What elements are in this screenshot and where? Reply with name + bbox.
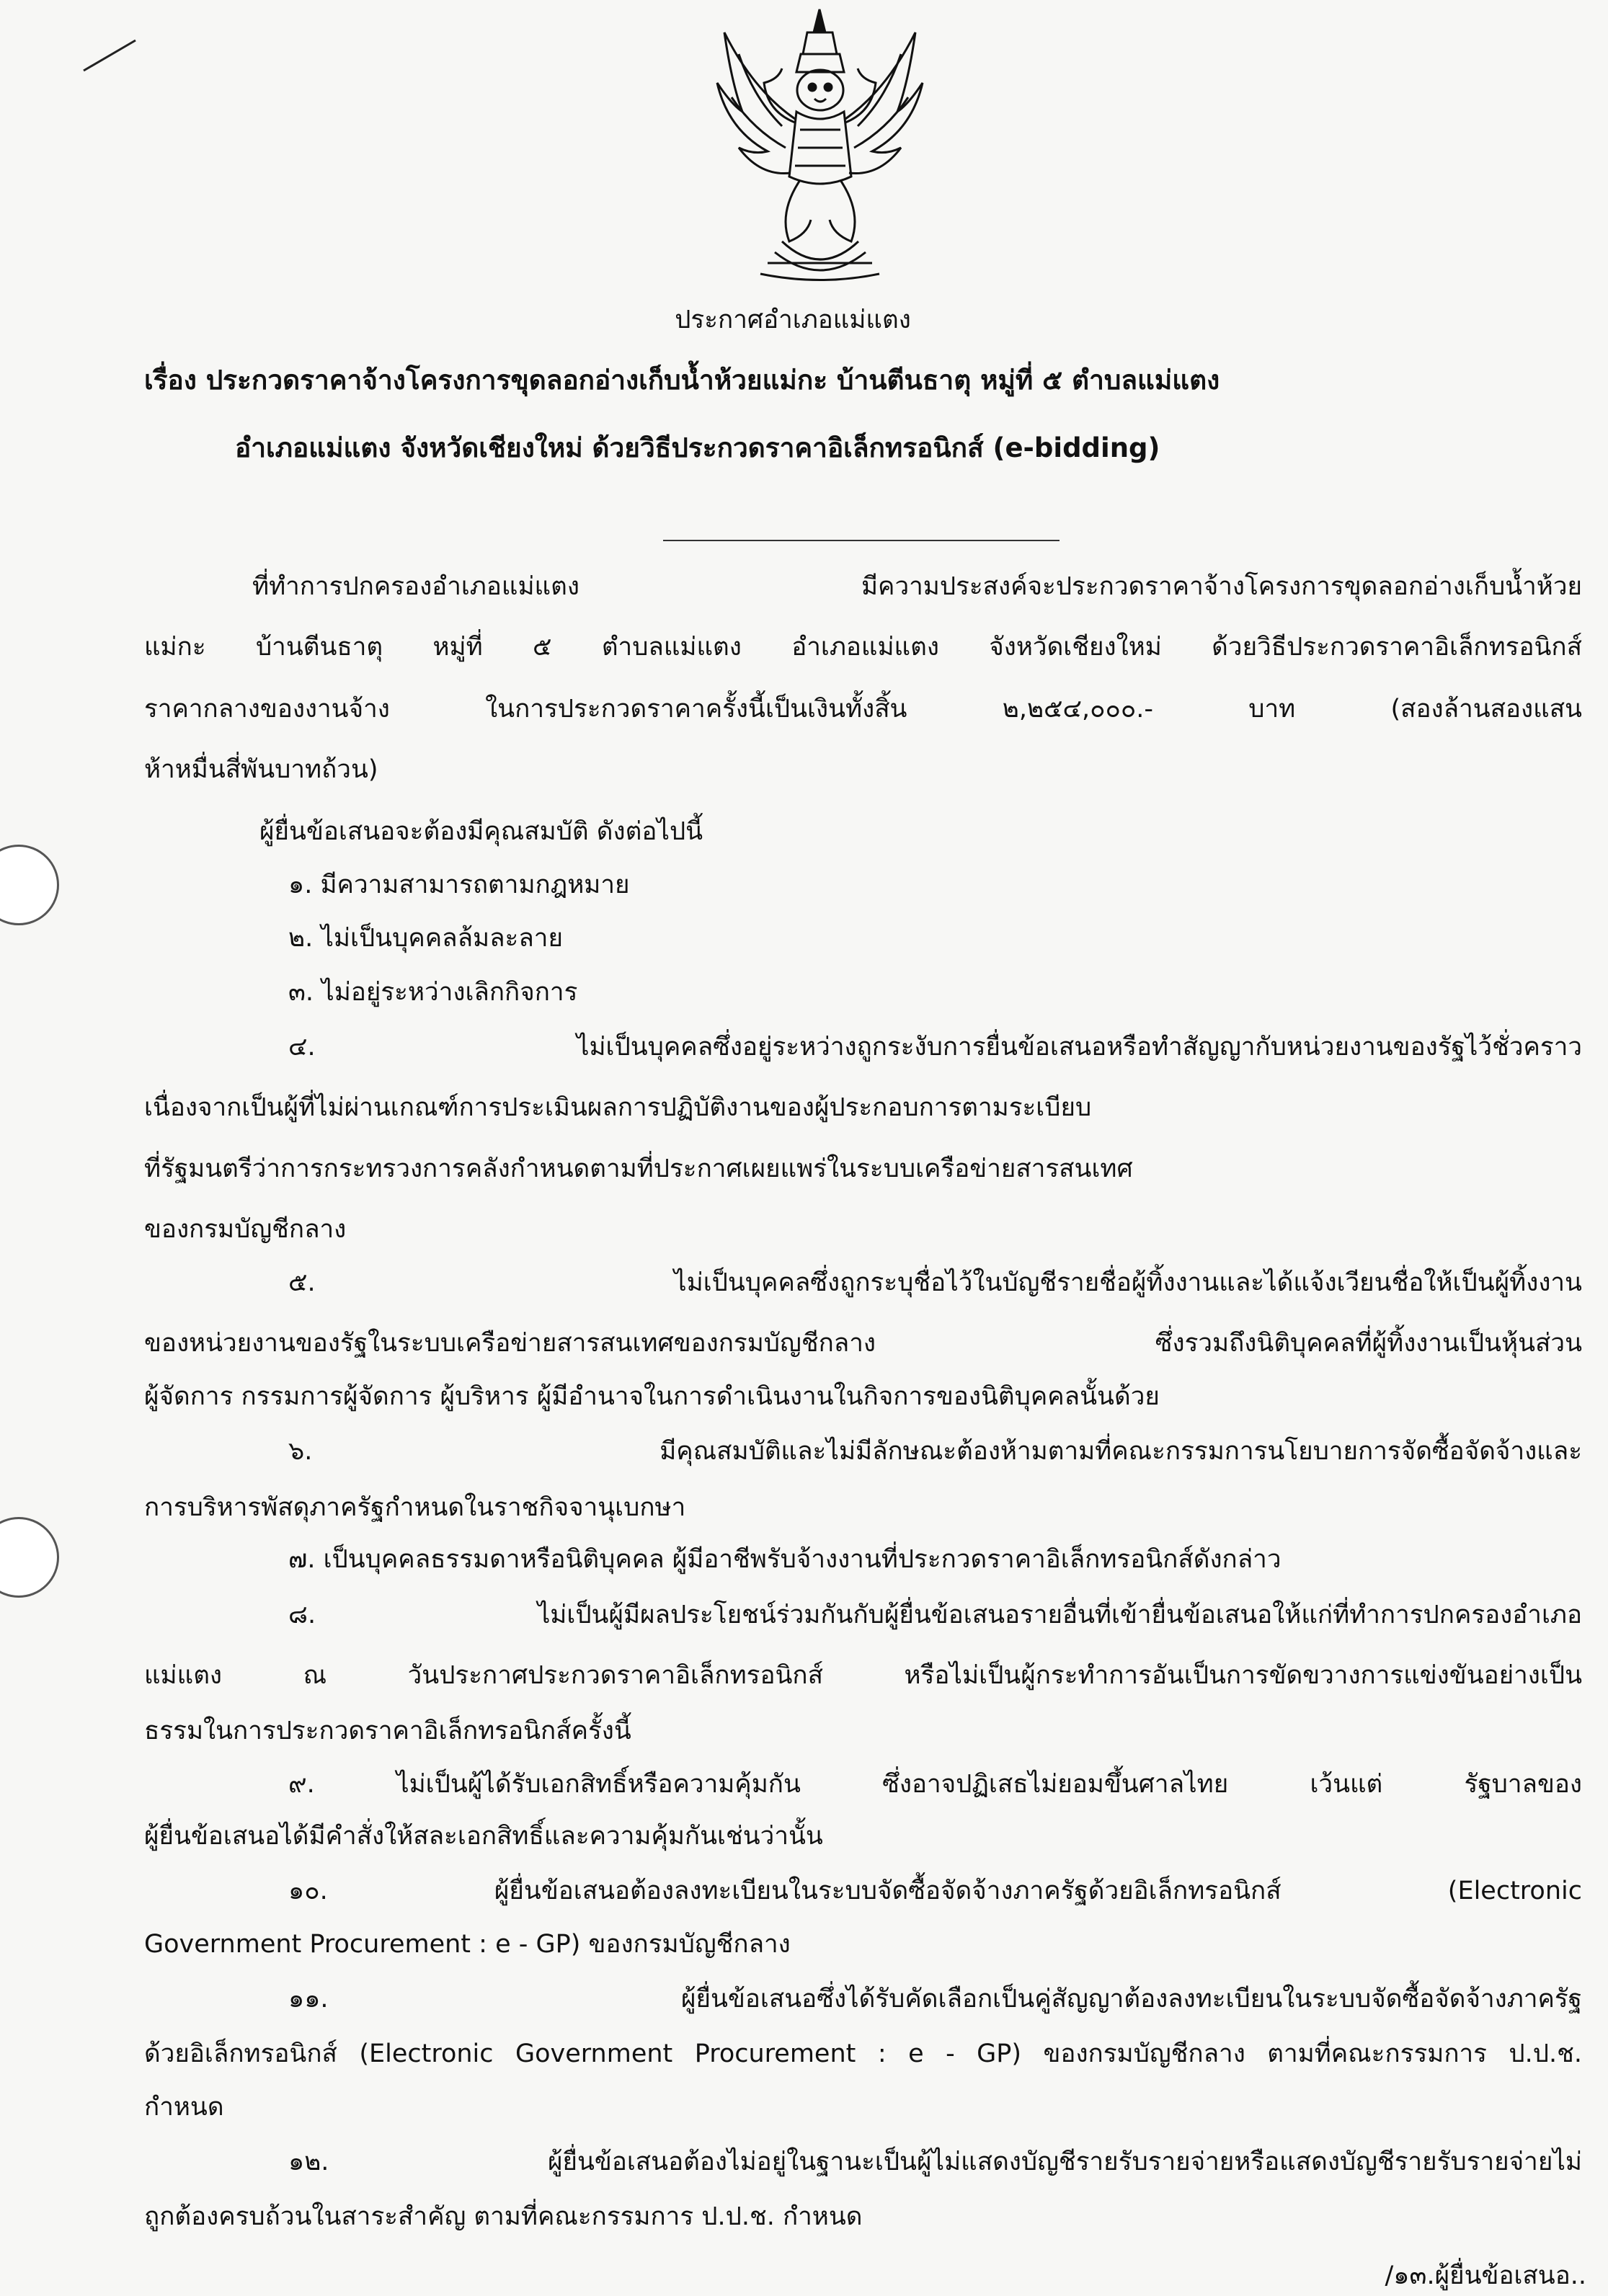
- item-11-line-3: กำหนด: [144, 2093, 224, 2122]
- divider: [663, 540, 1060, 541]
- item-7: ๗. เป็นบุคคลธรรมดาหรือนิติบุคคล ผู้มีอาชีพรับจ้างงานที่ประกวดราคาอิเล็กทรอนิกส์ดังกล่าว: [288, 1545, 1281, 1574]
- item-5-line-3: ผู้จัดการ กรรมการผู้จัดการ ผู้บริหาร ผู้มีอำนาจในการดำเนินงานในกิจการของนิติบุคคลนั้นด้วย: [144, 1382, 1160, 1411]
- subject-line-1: เรื่อง ประกวดราคาจ้างโครงการขุดลอกอ่างเก็บน้ำห้วยแม่กะ บ้านตีนธาตุ หมู่ที่ ๕ ตำบลแม่แตง: [144, 365, 1220, 396]
- item-6-line-1: ๖. มีคุณสมบัติและไม่มีลักษณะต้องห้ามตามที่คณะกรรมการนโยบายการจัดซื้อจัดจ้างและ: [288, 1437, 1582, 1466]
- item-12-line-2: ถูกต้องครบถ้วนในสาระสำคัญ ตามที่คณะกรรมการ ป.ป.ช. กำหนด: [144, 2202, 863, 2231]
- intro-line-3: ราคากลางของงานจ้าง ในการประกวดราคาครั้งนี้เป็นเงินทั้งสิ้น ๒,๒๕๔,๐๐๐.- บาท (สองล้านสองแสน: [144, 695, 1582, 724]
- punch-hole: [0, 845, 59, 925]
- item-5-line-2: ของหน่วยงานของรัฐในระบบเครือข่ายสารสนเทศของกรมบัญชีกลาง ซึ่งรวมถึงนิติบุคคลที่ผู้ทิ้งงานเป็นหุ้นส่วน: [144, 1329, 1582, 1358]
- item-6-line-2: การบริหารพัสดุภาครัฐกำหนดในราชกิจจานุเบกษา: [144, 1493, 686, 1522]
- item-2: ๒. ไม่เป็นบุคคลล้มละลาย: [288, 924, 563, 953]
- item-4-line-3: ที่รัฐมนตรีว่าการกระทรวงการคลังกำหนดตามที่ประกาศเผยแพร่ในระบบเครือข่ายสารสนเทศ: [144, 1154, 1133, 1183]
- intro-line-1: ที่ทำการปกครองอำเภอแม่แตง มีความประสงค์จะประกวดราคาจ้างโครงการขุดลอกอ่างเก็บน้ำห้วย: [252, 572, 1582, 601]
- intro-line-4: ห้าหมื่นสี่พันบาทถ้วน): [144, 755, 378, 784]
- item-10-line-2: Government Procurement : e - GP) ของกรมบัญชีกลาง: [144, 1930, 791, 1959]
- item-1: ๑. มีความสามารถตามกฎหมาย: [288, 871, 630, 899]
- punch-hole: [0, 1517, 59, 1598]
- item-5-line-1: ๕. ไม่เป็นบุคคลซึ่งถูกระบุชื่อไว้ในบัญชีรายชื่อผู้ทิ้งงานและได้แจ้งเวียนชื่อให้เป็นผู้ทิ้งงาน: [288, 1268, 1582, 1297]
- continuation-note: /๑๓.ผู้ยื่นข้อเสนอ..: [1385, 2261, 1586, 2290]
- announcement-title: ประกาศอำเภอแม่แตง: [675, 306, 911, 334]
- item-11-line-2: ด้วยอิเล็กทรอนิกส์ (Electronic Government Procurement : e - GP) ของกรมบัญชีกลาง ตามที่คณะกรรมการ ป.ป.ช.: [144, 2039, 1582, 2068]
- item-11-line-1: ๑๑. ผู้ยื่นข้อเสนอซึ่งได้รับคัดเลือกเป็นคู่สัญญาต้องลงทะเบียนในระบบจัดซื้อจัดจ้างภาครัฐ: [288, 1985, 1582, 2014]
- item-12-line-1: ๑๒. ผู้ยื่นข้อเสนอต้องไม่อยู่ในฐานะเป็นผู้ไม่แสดงบัญชีรายรับรายจ่ายหรือแสดงบัญชีรายรับรายจ่ายไม่: [288, 2148, 1582, 2176]
- item-9-line-1: ๙. ไม่เป็นผู้ได้รับเอกสิทธิ์หรือความคุ้มกัน ซึ่งอาจปฏิเสธไม่ยอมขึ้นศาลไทย เว้นแต่ รัฐบาลของ: [288, 1770, 1582, 1799]
- item-8-line-2: แม่แตง ณ วันประกาศประกวดราคาอิเล็กทรอนิกส์ หรือไม่เป็นผู้กระทำการอันเป็นการขัดขวางการแข่งขันอย่างเป็น: [144, 1661, 1582, 1690]
- garuda-emblem-icon: [710, 4, 930, 285]
- qualifications-heading: ผู้ยื่นข้อเสนอจะต้องมีคุณสมบัติ ดังต่อไปนี้: [259, 817, 703, 846]
- item-10-line-1: ๑๐. ผู้ยื่นข้อเสนอต้องลงทะเบียนในระบบจัดซื้อจัดจ้างภาครัฐด้วยอิเล็กทรอนิกส์ (Electronic: [288, 1877, 1582, 1905]
- item-8-line-3: ธรรมในการประกวดราคาอิเล็กทรอนิกส์ครั้งนี้: [144, 1717, 631, 1745]
- item-4-line-1: ๔. ไม่เป็นบุคคลซึ่งอยู่ระหว่างถูกระงับการยื่นข้อเสนอหรือทำสัญญากับหน่วยงานของรัฐไว้ชั่วคราว: [288, 1033, 1582, 1062]
- item-4-line-2: เนื่องจากเป็นผู้ที่ไม่ผ่านเกณฑ์การประเมินผลการปฏิบัติงานของผู้ประกอบการตามระเบียบ: [144, 1093, 1092, 1122]
- item-4-line-4: ของกรมบัญชีกลาง: [144, 1215, 347, 1244]
- intro-line-2: แม่กะ บ้านตีนธาตุ หมู่ที่ ๕ ตำบลแม่แตง อำเภอแม่แตง จังหวัดเชียงใหม่ ด้วยวิธีประกวดราคาอิเล็กทรอนิกส์: [144, 633, 1582, 662]
- pen-mark: [81, 37, 138, 74]
- subject-line-2: อำเภอแม่แตง จังหวัดเชียงใหม่ ด้วยวิธีประกวดราคาอิเล็กทรอนิกส์ (e-bidding): [235, 432, 1160, 463]
- item-8-line-1: ๘. ไม่เป็นผู้มีผลประโยชน์ร่วมกันกับผู้ยื่นข้อเสนอรายอื่นที่เข้ายื่นข้อเสนอให้แก่ที่ทำการปกครองอำเภอ: [288, 1601, 1582, 1629]
- item-9-line-2: ผู้ยื่นข้อเสนอได้มีคำสั่งให้สละเอกสิทธิ์และความคุ้มกันเช่นว่านั้น: [144, 1822, 823, 1851]
- item-3: ๓. ไม่อยู่ระหว่างเลิกกิจการ: [288, 978, 578, 1007]
